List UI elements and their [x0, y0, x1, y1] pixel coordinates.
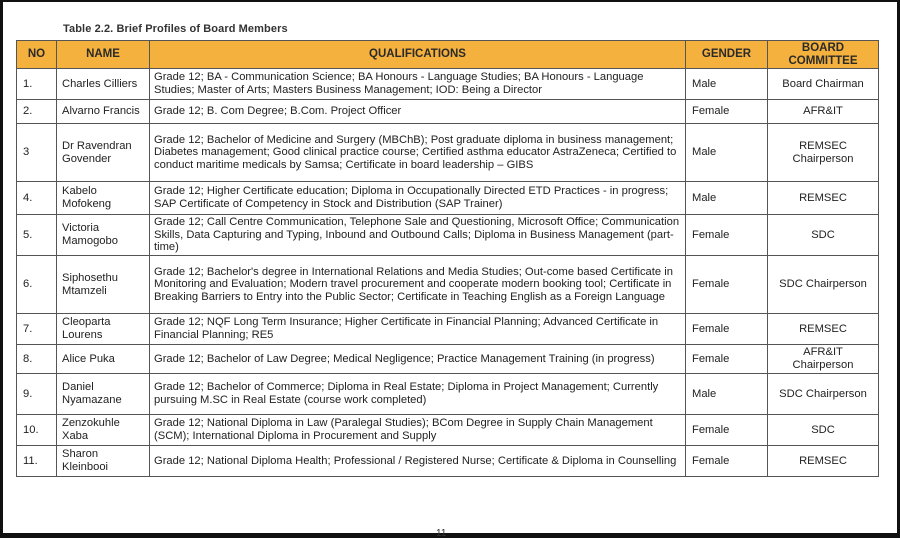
cell-board-committee: SDC Chairperson	[768, 374, 879, 415]
cell-gender: Male	[686, 69, 768, 100]
table-row	[17, 374, 879, 415]
cell-qualifications: Grade 12; NQF Long Term Insurance; Higher Certificate in Financial Planning; Advanced Certificate in Financial Planning; RE5	[150, 314, 686, 345]
table-row	[17, 69, 879, 100]
cell-no: 9.	[17, 374, 57, 415]
table-row	[17, 215, 879, 256]
cell-board-committee: Board Chairman	[768, 69, 879, 100]
table-row	[17, 124, 879, 182]
board-members-table	[16, 40, 879, 477]
cell-gender: Female	[686, 256, 768, 314]
cell-name: Dr Ravendran Govender	[57, 124, 150, 182]
cell-qualifications: Grade 12; BA - Communication Science; BA Honours - Language Studies; BA Honours - Language Studies; Master of Arts; Masters Business Management; IOD: Being a Director	[150, 69, 686, 100]
cell-board-committee: AFR&IT Chairperson	[768, 345, 879, 374]
table-row	[17, 100, 879, 124]
header-qualifications: QUALIFICATIONS	[150, 41, 686, 69]
table-row	[17, 314, 879, 345]
header-no: NO	[17, 41, 57, 69]
table-row	[17, 415, 879, 446]
header-name: NAME	[57, 41, 150, 69]
page-number: 11	[436, 528, 447, 538]
cell-name: Alvarno Francis	[57, 100, 150, 124]
cell-gender: Female	[686, 100, 768, 124]
cell-no: 7.	[17, 314, 57, 345]
cell-name: Siphosethu Mtamzeli	[57, 256, 150, 314]
cell-qualifications: Grade 12; Bachelor of Commerce; Diploma in Real Estate; Diploma in Project Management; Currently pursuing M.SC in Real Estate (course work completed)	[150, 374, 686, 415]
cell-qualifications: Grade 12; Higher Certificate education; Diploma in Occupationally Directed ETD Practices - in progress; SAP Certificate of Competency in Stock and Distribution (SAP Trainer)	[150, 182, 686, 215]
cell-board-committee: SDC Chairperson	[768, 256, 879, 314]
cell-name: Victoria Mamogobo	[57, 215, 150, 256]
cell-gender: Male	[686, 124, 768, 182]
cell-qualifications: Grade 12; Bachelor of Law Degree; Medical Negligence; Practice Management Training (in progress)	[150, 345, 686, 374]
cell-no: 10.	[17, 415, 57, 446]
cell-no: 5.	[17, 215, 57, 256]
cell-no: 11.	[17, 446, 57, 477]
table-row	[17, 446, 879, 477]
cell-no: 1.	[17, 69, 57, 100]
cell-qualifications: Grade 12; Bachelor's degree in International Relations and Media Studies; Out-come based Certificate in Monitoring and Evaluation; Modern travel procurement and cooperate modern booking tool; Certificate in Breaking Barriers to Entry into the Public Sector; Certificate in Teaching English as a Foreign Language	[150, 256, 686, 314]
cell-gender: Male	[686, 182, 768, 215]
cell-board-committee: REMSEC Chairperson	[768, 124, 879, 182]
cell-gender: Female	[686, 415, 768, 446]
table-caption: Table 2.2. Brief Profiles of Board Members	[63, 23, 288, 35]
cell-name: Kabelo Mofokeng	[57, 182, 150, 215]
cell-gender: Female	[686, 314, 768, 345]
cell-no: 6.	[17, 256, 57, 314]
header-gender: GENDER	[686, 41, 768, 69]
cell-name: Zenzokuhle Xaba	[57, 415, 150, 446]
cell-no: 4.	[17, 182, 57, 215]
cell-board-committee: AFR&IT	[768, 100, 879, 124]
cell-board-committee: SDC	[768, 415, 879, 446]
cell-gender: Female	[686, 215, 768, 256]
cell-gender: Male	[686, 374, 768, 415]
cell-board-committee: SDC	[768, 215, 879, 256]
cell-name: Charles Cilliers	[57, 69, 150, 100]
cell-name: Daniel Nyamazane	[57, 374, 150, 415]
cell-no: 8.	[17, 345, 57, 374]
cell-board-committee: REMSEC	[768, 182, 879, 215]
cell-name: Cleoparta Lourens	[57, 314, 150, 345]
cell-board-committee: REMSEC	[768, 446, 879, 477]
cell-qualifications: Grade 12; Bachelor of Medicine and Surgery (MBChB); Post graduate diploma in business management; Diabetes management; Good clinical practice course; Certified asthma educator AstraZeneca; Certified to conduct maritime medicals by Samsa; Certificate in board leadership – GIBS	[150, 124, 686, 182]
table-header-row	[17, 41, 879, 69]
cell-gender: Female	[686, 446, 768, 477]
cell-qualifications: Grade 12; National Diploma Health; Professional / Registered Nurse; Certificate & Diploma in Counselling	[150, 446, 686, 477]
cell-gender: Female	[686, 345, 768, 374]
cell-name: Sharon Kleinbooi	[57, 446, 150, 477]
cell-no: 3	[17, 124, 57, 182]
cell-qualifications: Grade 12; National Diploma in Law (Paralegal Studies); BCom Degree in Supply Chain Management (SCM); International Diploma in Procurement and Supply	[150, 415, 686, 446]
table-row	[17, 345, 879, 374]
cell-qualifications: Grade 12; B. Com Degree; B.Com. Project Officer	[150, 100, 686, 124]
cell-name: Alice Puka	[57, 345, 150, 374]
table-row	[17, 256, 879, 314]
cell-qualifications: Grade 12; Call Centre Communication, Telephone Sale and Questioning, Microsoft Office; Communication Skills, Data Capturing and Typing, Inbound and Outbound Calls; Diploma in Business Management (part-time)	[150, 215, 686, 256]
cell-no: 2.	[17, 100, 57, 124]
cell-board-committee: REMSEC	[768, 314, 879, 345]
header-board-committee: BOARD COMMITTEE	[768, 41, 879, 69]
table-row	[17, 182, 879, 215]
